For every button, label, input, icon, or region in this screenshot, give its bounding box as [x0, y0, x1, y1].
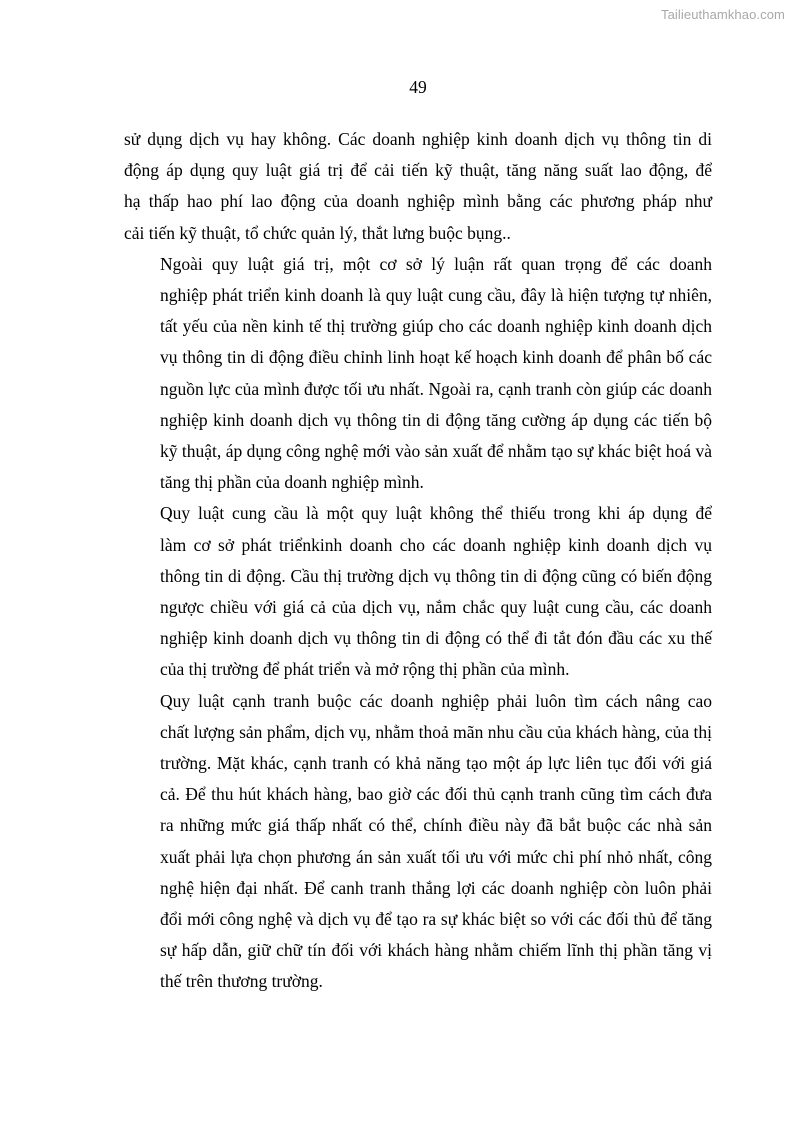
text-line: ngược chiều với giá cả của dịch vụ, nắm chắc quy luật cung cầu, các doanh [160, 597, 712, 618]
text-line: kỹ thuật, áp dụng công nghệ mới vào sản xuất để nhằm tạo sự khác biệt hoá và [160, 441, 712, 462]
text-line: sử dụng dịch vụ hay không. Các doanh nghiệp kinh doanh dịch vụ thông tin di [124, 129, 712, 149]
text-line: nghiệp kinh doanh dịch vụ thông tin di động tăng cường áp dụng các tiến bộ [160, 409, 712, 430]
text-line: thông tin di động. Cầu thị trường dịch vụ thông tin di động cũng có biến động [160, 565, 712, 586]
text-line: sự hấp dẫn, giữ chữ tín đối với khách hàng nhằm chiếm lĩnh thị phần tăng vị [160, 940, 712, 961]
text-line: của thị trường để phát triển và mở rộng thị phần của mình. [160, 659, 570, 680]
body-text [124, 124, 712, 998]
text-line: cải tiến kỹ thuật, tổ chức quản lý, thắt lưng buộc bụng.. [124, 222, 511, 243]
text-line: nghiệp kinh doanh dịch vụ thông tin di động có thể đi tắt đón đầu các xu thế [160, 628, 712, 649]
text-line: vụ thông tin di động điều chỉnh linh hoạt kế hoạch kinh doanh để phân bố các [160, 347, 712, 368]
text-line: tất yếu của nền kinh tế thị trường giúp cho các doanh nghiệp kinh doanh dịch [160, 316, 712, 337]
text-line: ra những mức giá thấp nhất có thể, chính điều này đã bắt buộc các nhà sản [160, 815, 712, 836]
text-line: chất lượng sản phẩm, dịch vụ, nhằm thoả mãn nhu cầu của khách hàng, của thị [160, 721, 712, 742]
paragraph-1 [124, 124, 712, 249]
watermark-text: Tailieuthamkhao.com [660, 7, 785, 22]
text-line: động áp dụng quy luật giá trị để cải tiến kỹ thuật, tăng năng suất lao động, để [124, 160, 712, 181]
text-line: nghệ hiện đại nhất. Để canh tranh thắng lợi các doanh nghiệp còn luôn phải [160, 877, 712, 898]
text-line: tăng thị phần của doanh nghiệp mình. [160, 472, 424, 493]
text-line: làm cơ sở phát triểnkinh doanh cho các doanh nghiệp kinh doanh dịch vụ [160, 534, 712, 555]
text-line: trường. Mặt khác, cạnh tranh có khả năng tạo một áp lực liên tục đối với giá [160, 753, 712, 774]
text-line: cả. Để thu hút khách hàng, bao giờ các đối thủ cạnh tranh cũng tìm cách đưa [160, 784, 712, 805]
paragraph-4 [124, 686, 712, 998]
paragraph-3 [124, 498, 712, 685]
text-line: Quy luật cung cầu là một quy luật không thể thiếu trong khi áp dụng để [160, 503, 712, 524]
text-line: nguồn lực của mình được tối ưu nhất. Ngoài ra, cạnh tranh còn giúp các doanh [160, 378, 712, 399]
text-line: xuất phải lựa chọn phương án sản xuất tối ưu với mức chi phí nhỏ nhất, công [160, 846, 712, 867]
text-line: Ngoài quy luật giá trị, một cơ sở lý luận rất quan trọng để các doanh [160, 253, 712, 274]
text-line: Quy luật cạnh tranh buộc các doanh nghiệp phải luôn tìm cách nâng cao [160, 690, 712, 711]
text-line: hạ thấp hao phí lao động của doanh nghiệp mình bằng các phương pháp như [124, 191, 712, 212]
page-number: 49 [409, 77, 427, 97]
paragraph-2 [124, 249, 712, 499]
text-line: thế trên thương trường. [160, 971, 323, 992]
text-line: đổi mới công nghệ và dịch vụ để tạo ra sự khác biệt so với các đối thủ để tăng [160, 909, 712, 930]
text-line: nghiệp phát triển kinh doanh là quy luật cung cầu, đây là hiện tượng tự nhiên, [160, 285, 712, 306]
